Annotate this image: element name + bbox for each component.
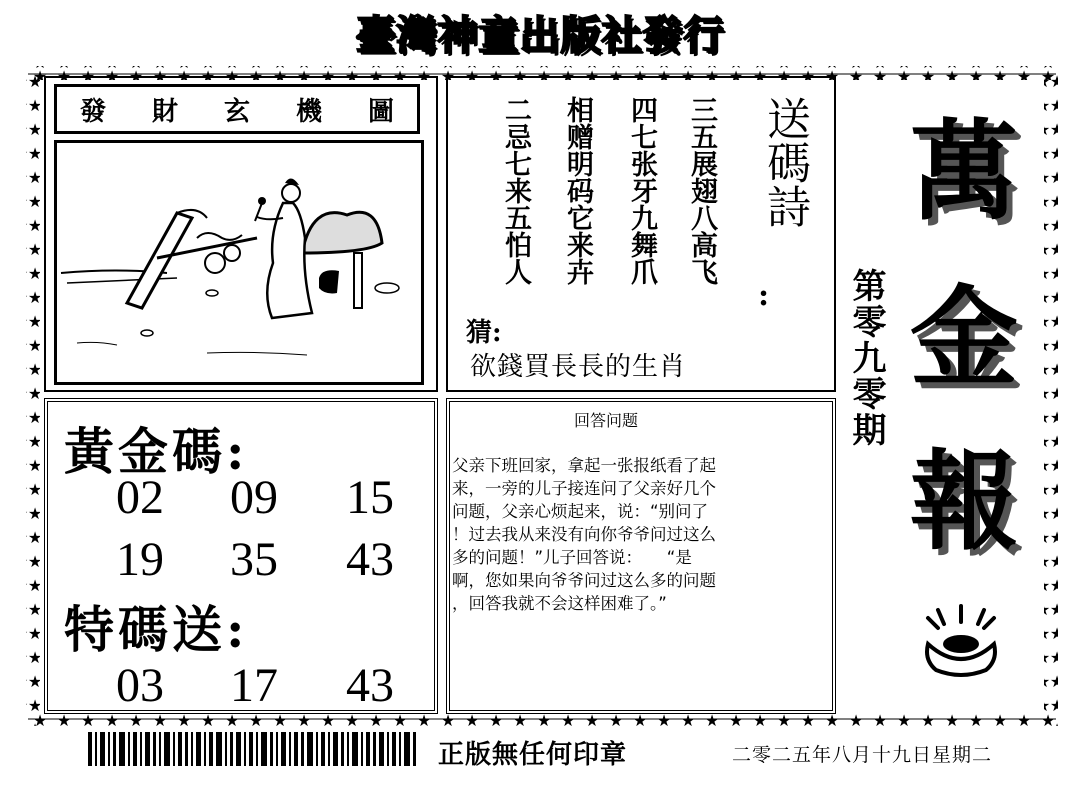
special-number: 43 [346,659,394,712]
gold-number: 15 [346,471,394,524]
publisher-banner: 臺灣神童出版社發行 [355,13,725,59]
story-line: 啊，您如果向爷爷问过这么多的问题 [452,571,716,590]
special-code-label: 特碼送: [64,600,249,659]
masthead-char: 報 [910,439,1019,565]
poem-line-2: 四七张牙九舞爪 [626,96,657,285]
issue-date: 二零二五年八月十九日星期二 [732,744,993,766]
story-line: ！过去我从来没有向你爷爷问过这么 [452,525,716,544]
title-char: 發 [79,96,106,127]
issue-number: 第零九零期 [846,268,886,448]
gold-ingot-icon [920,604,1002,678]
special-number: 17 [230,659,278,712]
send-code-poem-label: 送碼詩 [759,96,810,228]
title-char: 圖 [367,96,394,127]
gold-number: 02 [116,471,164,524]
send-label-colon: : [758,278,770,313]
guess-label: 猜: [466,318,502,348]
guess-riddle: 欲錢買長長的生肖 [470,352,687,382]
illustration-title-bar [54,84,420,134]
gold-number: 35 [230,533,278,586]
barcode-icon [88,732,418,766]
story-line: 问题，父亲心烦起来，说：“别问了 [452,502,709,521]
story-text [452,454,828,615]
poem-line-3: 相赠明码它来卉 [562,96,593,285]
title-char: 機 [295,96,322,127]
poem-line-4: 二忌七来五怕人 [500,96,531,285]
gold-number: 43 [346,533,394,586]
fortune-illustration [54,140,424,385]
gold-number: 09 [230,471,278,524]
title-char: 玄 [223,96,250,127]
gold-code-label: 黃金碼: [64,422,249,481]
authentic-notice: 正版無任何印章 [438,740,628,770]
story-line: 来，一旁的儿子接连问了父亲好几个 [452,479,716,498]
story-line: 多的问题！”儿子回答说： “是 [452,548,692,567]
gold-number: 19 [116,533,164,586]
title-char: 財 [151,96,178,127]
story-line: ，回答我就不会这样困难了。” [452,594,667,613]
story-line: 父亲下班回家，拿起一张报纸看了起 [452,456,716,475]
special-number: 03 [116,659,164,712]
masthead-char: 金 [910,275,1019,401]
poem-line-1: 三五展翅八高飞 [686,96,717,285]
story-title: 回答问题 [573,411,638,430]
masthead-char: 萬 [910,109,1019,235]
